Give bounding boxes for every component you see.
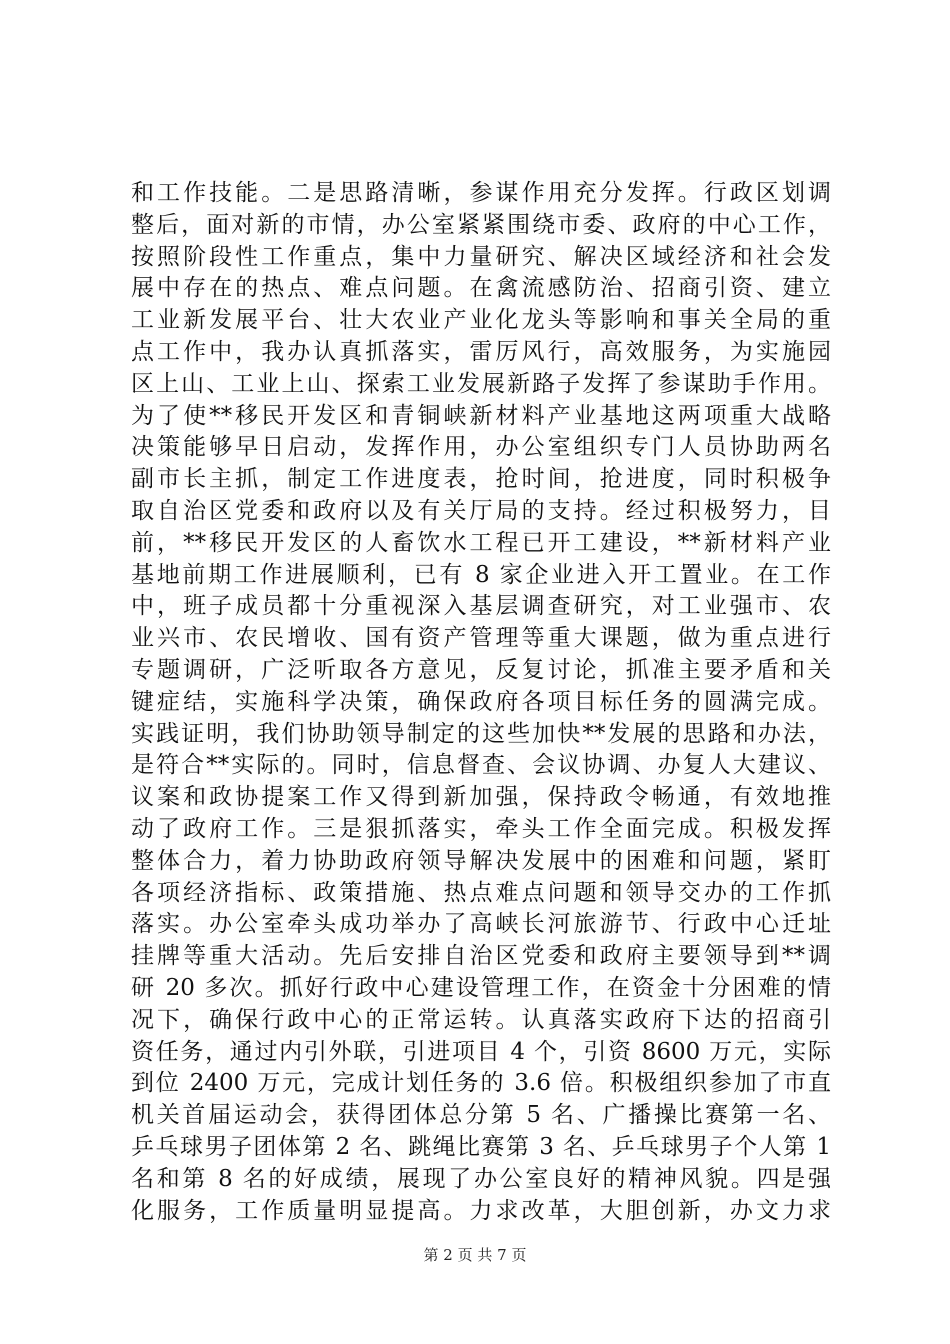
text-line: 到位 2400 万元，完成计划任务的 3.6 倍。积极组织参加了市直: [131, 1070, 831, 1097]
text-line: 是符合**实际的。同时，信息督查、会议协调、办复人大建议、: [131, 752, 831, 779]
text-line: 前，**移民开发区的人畜饮水工程已开工建设，**新材料产业: [131, 529, 831, 556]
text-line: 研 20 多次。抓好行政中心建设管理工作，在资金十分困难的情: [131, 974, 831, 1001]
text-line: 机关首届运动会，获得团体总分第 5 名、广播操比赛第一名、: [131, 1102, 831, 1129]
text-line: 整体合力，着力协助政府领导解决发展中的困难和问题，紧盯: [131, 847, 831, 874]
text-line: 议案和政协提案工作又得到新加强，保持政令畅通，有效地推: [131, 784, 831, 811]
text-line: 各项经济指标、政策措施、热点难点问题和领导交办的工作抓: [131, 879, 831, 906]
text-line: 按照阶段性工作重点，集中力量研究、解决区域经济和社会发: [131, 243, 831, 270]
text-line: 动了政府工作。三是狠抓落实，牵头工作全面完成。积极发挥: [131, 815, 831, 842]
text-line: 业兴市、农民增收、国有资产管理等重大课题，做为重点进行: [131, 625, 831, 652]
text-line: 区上山、工业上山、探索工业发展新路子发挥了参谋助手作用。: [131, 370, 831, 397]
page-footer: 第 2 页 共 7 页: [423, 1246, 527, 1264]
body-text: [131, 178, 831, 1227]
text-line: 副市长主抓，制定工作进度表，抢时间，抢进度，同时积极争: [131, 466, 831, 493]
text-line: 况下，确保行政中心的正常运转。认真落实政府下达的招商引: [131, 1006, 831, 1033]
text-line: 展中存在的热点、难点问题。在禽流感防治、招商引资、建立: [131, 275, 831, 302]
text-line: 乒乓球男子团体第 2 名、跳绳比赛第 3 名、乒乓球男子个人第 1: [131, 1133, 831, 1160]
text-line: 和工作技能。二是思路清晰，参谋作用充分发挥。行政区划调: [131, 180, 831, 206]
text-line: 专题调研，广泛听取各方意见，反复讨论，抓准主要矛盾和关: [131, 656, 831, 683]
text-line: 点工作中，我办认真抓落实，雷厉风行，高效服务，为实施园: [131, 338, 831, 365]
text-line: 中，班子成员都十分重视深入基层调查研究，对工业强市、农: [131, 593, 831, 620]
text-line: 化服务，工作质量明显提高。力求改革，大胆创新，办文力求: [131, 1197, 831, 1224]
text-line: 取自治区党委和政府以及有关厅局的支持。经过积极努力，目: [131, 497, 831, 524]
text-line: 基地前期工作进展顺利，已有 8 家企业进入开工置业。在工作: [131, 561, 831, 588]
text-line: 工业新发展平台、壮大农业产业化龙头等影响和事关全局的重: [131, 307, 831, 334]
text-line: 名和第 8 名的好成绩，展现了办公室良好的精神风貌。四是强: [131, 1165, 831, 1192]
text-line: 实践证明，我们协助领导制定的这些加快**发展的思路和办法，: [131, 720, 831, 747]
text-line: 资任务，通过内引外联，引进项目 4 个，引资 8600 万元，实际: [131, 1038, 831, 1065]
text-line: 键症结，实施科学决策，确保政府各项目标任务的圆满完成。: [131, 688, 831, 715]
text-line: 整后，面对新的市情，办公室紧紧围绕市委、政府的中心工作，: [131, 211, 831, 238]
text-line: 挂牌等重大活动。先后安排自治区党委和政府主要领导到**调: [131, 943, 831, 970]
text-line: 为了使**移民开发区和青铜峡新材料产业基地这两项重大战略: [131, 402, 831, 429]
text-line: 落实。办公室牵头成功举办了高峡长河旅游节、行政中心迁址: [131, 911, 831, 938]
text-line: 决策能够早日启动，发挥作用，办公室组织专门人员协助两名: [131, 434, 831, 461]
